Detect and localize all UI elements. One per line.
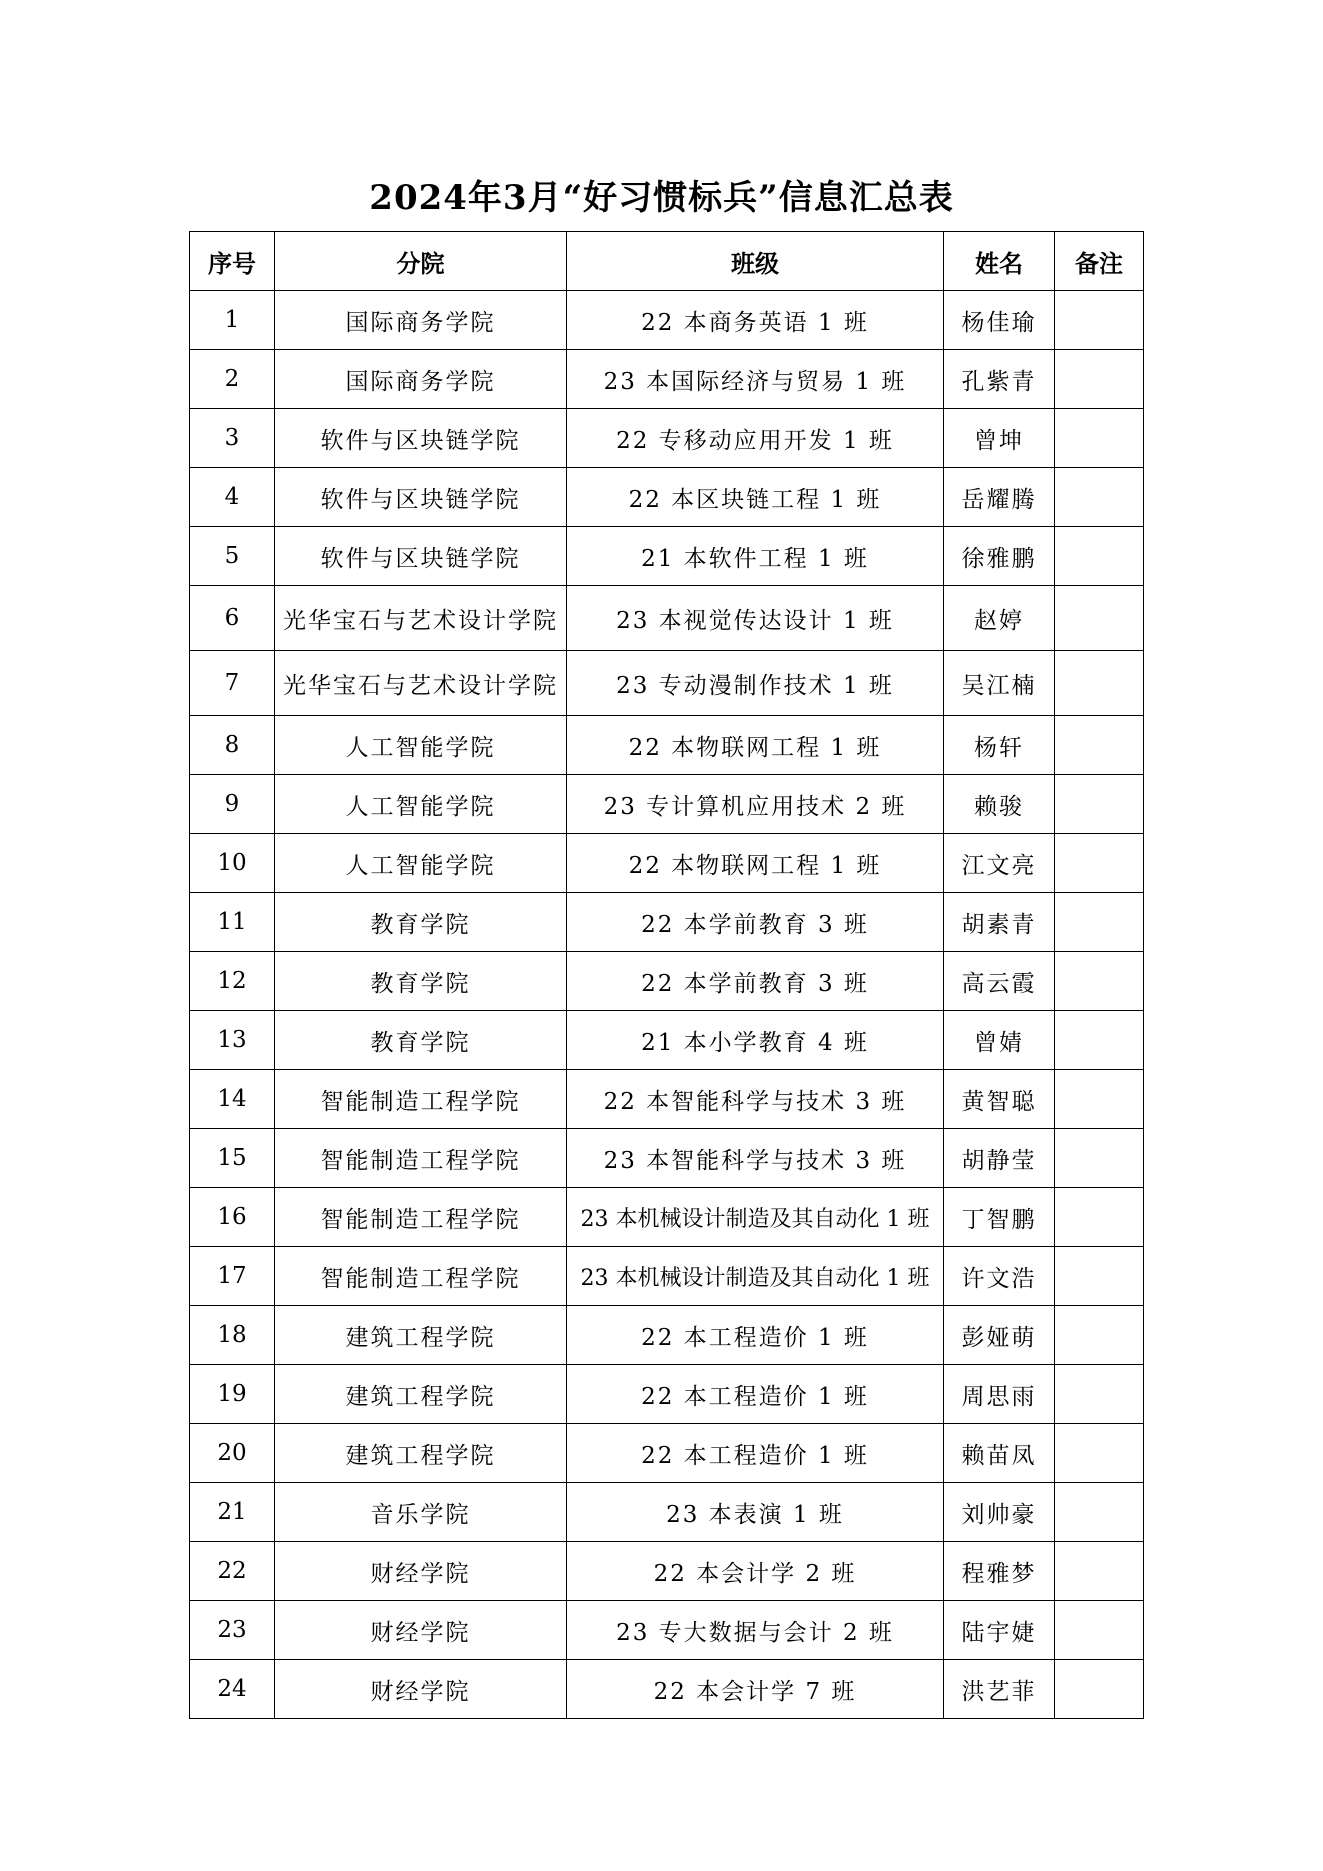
cell-name: 刘帅豪: [944, 1483, 1055, 1542]
cell-name: 吴江楠: [944, 651, 1055, 716]
cell-index: 1: [190, 291, 275, 350]
cell-class: 22 本区块链工程 1 班: [567, 468, 944, 527]
table-body: [190, 291, 1144, 1719]
table-row: [190, 1660, 1144, 1719]
cell-class: 21 本软件工程 1 班: [567, 527, 944, 586]
table-row: [190, 651, 1144, 716]
cell-class: 22 本智能科学与技术 3 班: [567, 1070, 944, 1129]
cell-note: [1055, 1070, 1144, 1129]
cell-class: 23 专大数据与会计 2 班: [567, 1601, 944, 1660]
table-row: [190, 1188, 1144, 1247]
table-row: [190, 1542, 1144, 1601]
cell-index: 17: [190, 1247, 275, 1306]
cell-name: 丁智鹏: [944, 1188, 1055, 1247]
table-row: [190, 1247, 1144, 1306]
cell-college: 智能制造工程学院: [275, 1070, 567, 1129]
table-row: [190, 1129, 1144, 1188]
cell-note: [1055, 1424, 1144, 1483]
cell-index: 10: [190, 834, 275, 893]
cell-note: [1055, 1483, 1144, 1542]
cell-college: 光华宝石与艺术设计学院: [275, 651, 567, 716]
cell-index: 3: [190, 409, 275, 468]
cell-class: 22 本会计学 2 班: [567, 1542, 944, 1601]
page-title: 2024年3月“好习惯标兵”信息汇总表: [369, 178, 954, 218]
table-row: [190, 350, 1144, 409]
table-row: [190, 1306, 1144, 1365]
cell-index: 15: [190, 1129, 275, 1188]
cell-note: [1055, 1542, 1144, 1601]
cell-index: 7: [190, 651, 275, 716]
cell-class: 22 本物联网工程 1 班: [567, 716, 944, 775]
cell-class: 23 本机械设计制造及其自动化 1 班: [567, 1247, 944, 1306]
cell-class: 23 本智能科学与技术 3 班: [567, 1129, 944, 1188]
cell-college: 软件与区块链学院: [275, 468, 567, 527]
cell-name: 徐雅鹏: [944, 527, 1055, 586]
header-class: 班级: [567, 232, 944, 291]
table-row: [190, 409, 1144, 468]
cell-name: 黄智聪: [944, 1070, 1055, 1129]
cell-index: 2: [190, 350, 275, 409]
header-note: 备注: [1055, 232, 1144, 291]
cell-note: [1055, 1365, 1144, 1424]
cell-note: [1055, 1129, 1144, 1188]
header-college: 分院: [275, 232, 567, 291]
cell-index: 5: [190, 527, 275, 586]
cell-note: [1055, 409, 1144, 468]
table-row: [190, 468, 1144, 527]
cell-name: 赖苗凤: [944, 1424, 1055, 1483]
cell-index: 12: [190, 952, 275, 1011]
cell-note: [1055, 893, 1144, 952]
cell-name: 周思雨: [944, 1365, 1055, 1424]
cell-note: [1055, 1601, 1144, 1660]
cell-name: 杨轩: [944, 716, 1055, 775]
cell-class: 22 本工程造价 1 班: [567, 1365, 944, 1424]
cell-college: 建筑工程学院: [275, 1306, 567, 1365]
cell-college: 财经学院: [275, 1660, 567, 1719]
cell-name: 赵婷: [944, 586, 1055, 651]
cell-class: 22 本学前教育 3 班: [567, 952, 944, 1011]
table-row: [190, 1483, 1144, 1542]
table-row: [190, 1424, 1144, 1483]
cell-name: 赖骏: [944, 775, 1055, 834]
table-header-row: [190, 232, 1144, 291]
cell-name: 程雅梦: [944, 1542, 1055, 1601]
cell-name: 洪艺菲: [944, 1660, 1055, 1719]
cell-college: 人工智能学院: [275, 834, 567, 893]
cell-name: 岳耀腾: [944, 468, 1055, 527]
cell-college: 财经学院: [275, 1601, 567, 1660]
cell-college: 智能制造工程学院: [275, 1129, 567, 1188]
table-row: [190, 1365, 1144, 1424]
cell-college: 智能制造工程学院: [275, 1188, 567, 1247]
cell-index: 22: [190, 1542, 275, 1601]
cell-college: 人工智能学院: [275, 775, 567, 834]
table-row: [190, 586, 1144, 651]
cell-class: 23 本视觉传达设计 1 班: [567, 586, 944, 651]
cell-index: 18: [190, 1306, 275, 1365]
cell-note: [1055, 291, 1144, 350]
cell-class: 22 本会计学 7 班: [567, 1660, 944, 1719]
cell-note: [1055, 1306, 1144, 1365]
cell-note: [1055, 1011, 1144, 1070]
cell-class: 22 本物联网工程 1 班: [567, 834, 944, 893]
cell-index: 6: [190, 586, 275, 651]
cell-note: [1055, 468, 1144, 527]
cell-name: 曾坤: [944, 409, 1055, 468]
cell-college: 软件与区块链学院: [275, 409, 567, 468]
cell-index: 11: [190, 893, 275, 952]
cell-note: [1055, 1247, 1144, 1306]
cell-class: 21 本小学教育 4 班: [567, 1011, 944, 1070]
cell-note: [1055, 834, 1144, 893]
cell-college: 音乐学院: [275, 1483, 567, 1542]
cell-index: 13: [190, 1011, 275, 1070]
header-name: 姓名: [944, 232, 1055, 291]
cell-class: 23 本机械设计制造及其自动化 1 班: [567, 1188, 944, 1247]
cell-note: [1055, 716, 1144, 775]
cell-college: 人工智能学院: [275, 716, 567, 775]
table-row: [190, 291, 1144, 350]
table-row: [190, 1011, 1144, 1070]
cell-class: 23 本国际经济与贸易 1 班: [567, 350, 944, 409]
cell-class: 23 本表演 1 班: [567, 1483, 944, 1542]
cell-name: 彭娅萌: [944, 1306, 1055, 1365]
cell-index: 20: [190, 1424, 275, 1483]
table-row: [190, 527, 1144, 586]
cell-index: 21: [190, 1483, 275, 1542]
cell-name: 孔紫青: [944, 350, 1055, 409]
cell-note: [1055, 586, 1144, 651]
cell-college: 财经学院: [275, 1542, 567, 1601]
cell-note: [1055, 350, 1144, 409]
cell-class: 22 本学前教育 3 班: [567, 893, 944, 952]
cell-name: 高云霞: [944, 952, 1055, 1011]
summary-table: [189, 231, 1144, 1719]
cell-class: 23 专计算机应用技术 2 班: [567, 775, 944, 834]
table-row: [190, 775, 1144, 834]
table-row: [190, 893, 1144, 952]
cell-college: 智能制造工程学院: [275, 1247, 567, 1306]
cell-index: 9: [190, 775, 275, 834]
cell-name: 陆宇婕: [944, 1601, 1055, 1660]
table-row: [190, 952, 1144, 1011]
table-row: [190, 716, 1144, 775]
cell-index: 19: [190, 1365, 275, 1424]
cell-name: 胡素青: [944, 893, 1055, 952]
cell-college: 国际商务学院: [275, 350, 567, 409]
cell-college: 建筑工程学院: [275, 1365, 567, 1424]
cell-index: 14: [190, 1070, 275, 1129]
table-row: [190, 1601, 1144, 1660]
cell-name: 曾婧: [944, 1011, 1055, 1070]
header-index: 序号: [190, 232, 275, 291]
cell-index: 24: [190, 1660, 275, 1719]
cell-college: 建筑工程学院: [275, 1424, 567, 1483]
cell-class: 22 本商务英语 1 班: [567, 291, 944, 350]
cell-college: 光华宝石与艺术设计学院: [275, 586, 567, 651]
cell-index: 16: [190, 1188, 275, 1247]
cell-class: 22 本工程造价 1 班: [567, 1424, 944, 1483]
cell-name: 胡静莹: [944, 1129, 1055, 1188]
cell-name: 江文亮: [944, 834, 1055, 893]
table-row: [190, 834, 1144, 893]
cell-class: 22 本工程造价 1 班: [567, 1306, 944, 1365]
cell-class: 22 专移动应用开发 1 班: [567, 409, 944, 468]
cell-name: 杨佳瑜: [944, 291, 1055, 350]
cell-college: 国际商务学院: [275, 291, 567, 350]
cell-index: 8: [190, 716, 275, 775]
cell-college: 教育学院: [275, 952, 567, 1011]
cell-note: [1055, 651, 1144, 716]
cell-note: [1055, 775, 1144, 834]
cell-college: 软件与区块链学院: [275, 527, 567, 586]
cell-note: [1055, 1660, 1144, 1719]
cell-name: 许文浩: [944, 1247, 1055, 1306]
cell-note: [1055, 1188, 1144, 1247]
cell-class: 23 专动漫制作技术 1 班: [567, 651, 944, 716]
cell-index: 23: [190, 1601, 275, 1660]
cell-note: [1055, 527, 1144, 586]
cell-index: 4: [190, 468, 275, 527]
cell-note: [1055, 952, 1144, 1011]
cell-college: 教育学院: [275, 1011, 567, 1070]
table-row: [190, 1070, 1144, 1129]
cell-college: 教育学院: [275, 893, 567, 952]
